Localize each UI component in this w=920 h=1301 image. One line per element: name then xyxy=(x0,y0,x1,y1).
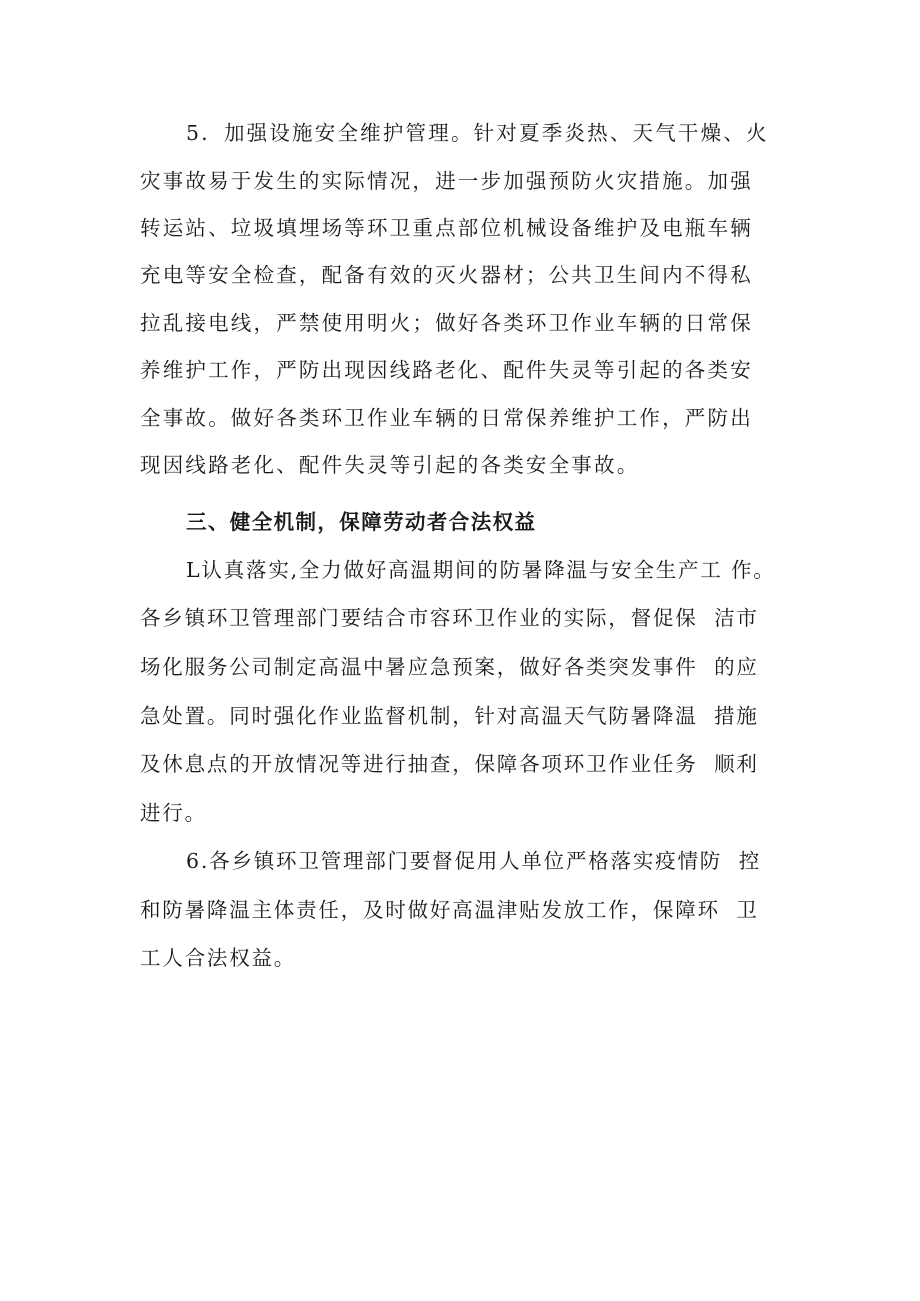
paragraph-line: 转运站、垃圾填埋场等环卫重点部位机械设备维护及电瓶车辆 xyxy=(140,216,753,240)
section-heading: 三、健全机制，保障劳动者合法权益 xyxy=(186,510,537,534)
paragraph-line: 工人合法权益。 xyxy=(140,946,297,970)
paragraph-line: 灾事故易于发生的实际情况，进一步加强预防火灾措施。加强 xyxy=(140,169,753,193)
paragraph-line: 及休息点的开放情况等进行抽查，保障各项环卫作业任务 顺利 xyxy=(140,752,759,776)
paragraph-line: 场化服务公司制定高温中暑应急预案，做好各类突发事件 的应 xyxy=(140,655,759,679)
paragraph-line: 各乡镇环卫管理部门要结合市容环卫作业的实际，督促保 洁市 xyxy=(140,606,759,630)
paragraph-line: 和防暑降温主体责任，及时做好高温津贴发放工作，保障环 卫 xyxy=(140,898,759,922)
paragraph-line: 充电等安全检查，配备有效的灭火器材；公共卫生间内不得私 xyxy=(140,263,753,287)
paragraph-line: L认真落实,全力做好高温期间的防暑降温与安全生产工 作。 xyxy=(186,558,776,582)
paragraph-line: 养维护工作，严防出现因线路老化、配件失灵等引起的各类安 xyxy=(140,358,753,382)
paragraph-line: 急处置。同时强化作业监督机制，针对高温天气防暑降温 措施 xyxy=(140,704,759,728)
paragraph-line: 5．加强设施安全维护管理。针对夏季炎热、天气干燥、火 xyxy=(186,121,769,145)
paragraph-line: 6.各乡镇环卫管理部门要督促用人单位严格落实疫情防 控 xyxy=(186,849,761,873)
paragraph-line: 拉乱接电线，严禁使用明火；做好各类环卫作业车辆的日常保 xyxy=(140,311,753,335)
paragraph-line: 进行。 xyxy=(140,801,207,825)
paragraph-line: 全事故。做好各类环卫作业车辆的日常保养维护工作，严防出 xyxy=(140,406,753,430)
paragraph-line: 现因线路老化、配件失灵等引起的各类安全事故。 xyxy=(140,453,640,477)
